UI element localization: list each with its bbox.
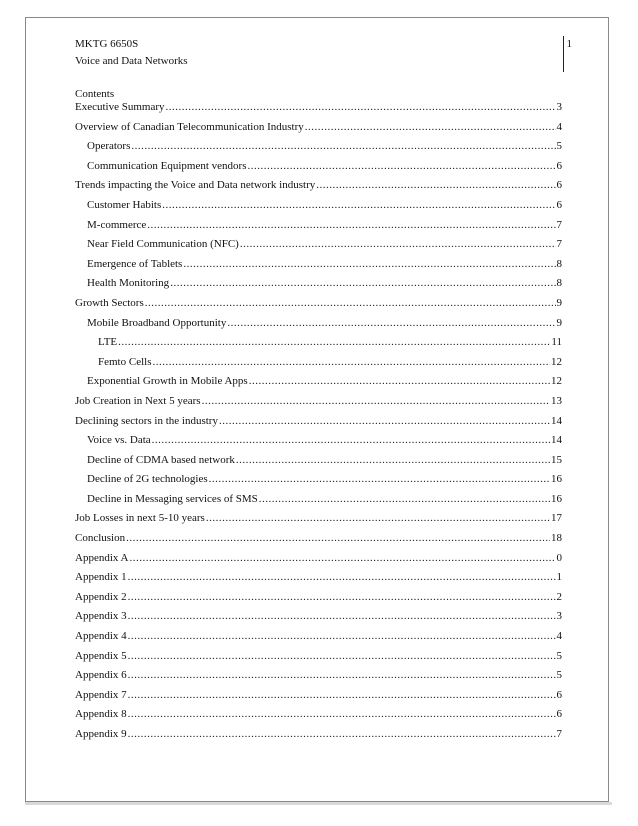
toc-dot-leader [147, 219, 555, 231]
toc-entry-title[interactable]: Trends impacting the Voice and Data network industry [75, 179, 316, 192]
toc-entry-page[interactable]: 6 [556, 708, 562, 721]
toc-entry-page[interactable]: 0 [556, 551, 562, 564]
toc-entry[interactable] [75, 297, 562, 317]
toc-entry-page[interactable]: 5 [556, 669, 562, 682]
toc-entry[interactable] [75, 532, 562, 552]
toc-entry-title[interactable]: Appendix 6 [75, 669, 127, 682]
toc-dot-leader [152, 356, 550, 368]
toc-dot-leader [206, 512, 550, 524]
toc-entry-title[interactable]: Appendix A [75, 551, 129, 564]
toc-dot-leader [128, 728, 556, 740]
toc-entry-page[interactable]: 8 [556, 277, 562, 290]
toc-entry-page[interactable]: 1 [556, 571, 562, 584]
toc-entry[interactable] [75, 219, 562, 239]
toc-entry[interactable] [75, 238, 562, 258]
toc-entry-page[interactable]: 8 [556, 257, 562, 270]
toc-entry-page[interactable]: 5 [556, 140, 562, 153]
toc-entry-title[interactable]: Emergence of Tablets [87, 257, 183, 270]
toc-entry[interactable] [75, 101, 562, 121]
toc-entry-title[interactable]: LTE [98, 336, 118, 349]
toc-entry[interactable] [75, 473, 562, 493]
toc-dot-leader [131, 140, 555, 152]
toc-dot-leader [128, 591, 556, 603]
toc-dot-leader [227, 317, 555, 329]
toc-entry[interactable] [75, 728, 562, 748]
toc-entry[interactable] [75, 336, 562, 356]
toc-dot-leader [219, 415, 550, 427]
toc-dot-leader [202, 395, 550, 407]
toc-entry-title[interactable]: Appendix 1 [75, 571, 127, 584]
toc-heading: Contents [75, 88, 115, 100]
toc-entry-page[interactable]: 12 [551, 375, 562, 388]
toc-entry-title[interactable]: Decline of 2G technologies [87, 473, 208, 486]
toc-entry-title[interactable]: Voice vs. Data [87, 434, 151, 447]
toc-entry-title[interactable]: Communication Equipment vendors [87, 159, 247, 172]
toc-entry-title[interactable]: Declining sectors in the industry [75, 414, 218, 427]
toc-entry[interactable] [75, 140, 562, 160]
toc-entry-page[interactable]: 13 [551, 394, 562, 407]
toc-entry[interactable] [75, 375, 562, 395]
toc-entry[interactable] [75, 708, 562, 728]
toc-dot-leader [236, 454, 550, 466]
toc-dot-leader [129, 552, 555, 564]
toc-dot-leader [128, 630, 556, 642]
toc-entry[interactable] [75, 434, 562, 454]
toc-dot-leader [128, 689, 556, 701]
toc-dot-leader [128, 669, 556, 681]
toc-entry[interactable] [75, 512, 562, 532]
toc-entry-title[interactable]: Appendix 4 [75, 630, 127, 643]
toc-entry-title[interactable]: Executive Summary [75, 101, 165, 113]
toc-entry[interactable] [75, 669, 562, 689]
toc-entry-title[interactable]: Appendix 2 [75, 590, 127, 603]
toc-entry-page[interactable]: 6 [556, 688, 562, 701]
toc-entry[interactable] [75, 650, 562, 670]
toc-entry-page[interactable]: 11 [551, 336, 562, 349]
toc-dot-leader [128, 610, 556, 622]
toc-entry-page[interactable]: 17 [551, 512, 562, 525]
toc-entry[interactable] [75, 571, 562, 591]
toc-entry[interactable] [75, 689, 562, 709]
toc-entry[interactable] [75, 610, 562, 630]
toc-entry-page[interactable]: 3 [556, 610, 562, 623]
toc-entry-title[interactable]: Appendix 5 [75, 649, 127, 662]
toc-entry[interactable] [75, 552, 562, 572]
toc-entry-page[interactable]: 9 [556, 316, 562, 329]
toc-entry-page[interactable]: 5 [556, 649, 562, 662]
toc-entry-page[interactable]: 14 [551, 434, 562, 447]
toc-dot-leader [316, 179, 555, 191]
toc-entry-title[interactable]: Femto Cells [98, 355, 152, 368]
toc-entry-page[interactable]: 6 [556, 198, 562, 211]
toc-entry-title[interactable]: M-commerce [87, 218, 147, 231]
toc-entry-title[interactable]: Exponential Growth in Mobile Apps [87, 375, 248, 388]
toc-entry-title[interactable]: Mobile Broadband Opportunity [87, 316, 227, 329]
toc-entry[interactable] [75, 591, 562, 611]
page-number: 1 [566, 38, 572, 50]
toc-entry[interactable] [75, 317, 562, 337]
toc-entry-title[interactable]: Overview of Canadian Telecommunication Industry [75, 120, 304, 133]
toc-entry-page[interactable]: 3 [556, 101, 562, 113]
toc-entry-page[interactable]: 4 [556, 120, 562, 133]
toc-entry-title[interactable]: Decline in Messaging services of SMS [87, 492, 258, 505]
header-course: MKTG 6650S [75, 38, 139, 50]
toc-entry[interactable] [75, 395, 562, 415]
toc-dot-leader [166, 101, 556, 113]
toc-entry[interactable] [75, 179, 562, 199]
toc-entry-title[interactable]: Near Field Communication (NFC) [87, 238, 239, 251]
toc-dot-leader [259, 493, 550, 505]
toc-dot-leader [126, 532, 550, 544]
toc-entry-page[interactable]: 7 [556, 218, 562, 231]
toc-entry-title[interactable]: Appendix 7 [75, 688, 127, 701]
toc-entry-title[interactable]: Appendix 9 [75, 728, 127, 740]
toc-entry[interactable] [75, 258, 562, 278]
toc-entry[interactable] [75, 199, 562, 219]
running-header [75, 36, 570, 70]
toc-entry-page[interactable]: 4 [556, 630, 562, 643]
toc-dot-leader [128, 571, 556, 583]
toc-entry[interactable] [75, 454, 562, 474]
toc-entry-page[interactable]: 6 [556, 179, 562, 192]
header-subtitle: Voice and Data Networks [75, 55, 188, 67]
toc-entry-title[interactable]: Customer Habits [87, 198, 162, 211]
toc-entry-page[interactable]: 6 [556, 159, 562, 172]
toc-dot-leader [305, 121, 556, 133]
toc-dot-leader [240, 238, 556, 250]
toc-dot-leader [170, 277, 555, 289]
toc-entry-page[interactable]: 12 [551, 355, 562, 368]
toc-entry-title[interactable]: Job Creation in Next 5 years [75, 394, 201, 407]
toc-entry-page[interactable]: 16 [551, 473, 562, 486]
toc-entry-page[interactable]: 7 [556, 238, 562, 251]
toc-entry-page[interactable]: 15 [551, 453, 562, 466]
toc-dot-leader [162, 199, 555, 211]
toc-entry[interactable] [75, 356, 562, 376]
toc-entry-title[interactable]: Job Losses in next 5-10 years [75, 512, 205, 525]
toc-entry-title[interactable]: Appendix 8 [75, 708, 127, 721]
toc-entry-title[interactable]: Appendix 3 [75, 610, 127, 623]
toc-entry-title[interactable]: Conclusion [75, 532, 126, 545]
toc-entry-page[interactable]: 14 [551, 414, 562, 427]
toc-dot-leader [249, 375, 550, 387]
toc-entry-title[interactable]: Health Monitoring [87, 277, 170, 290]
toc-entry-page[interactable]: 16 [551, 492, 562, 505]
toc-entry[interactable] [75, 630, 562, 650]
toc-dot-leader [145, 297, 556, 309]
toc-entry-title[interactable]: Operators [87, 140, 131, 153]
toc-entry[interactable] [75, 121, 562, 141]
toc-entry-page[interactable]: 2 [556, 590, 562, 603]
toc-entry-page[interactable]: 18 [551, 532, 562, 545]
toc-dot-leader [247, 160, 555, 172]
toc-dot-leader [183, 258, 555, 270]
toc-dot-leader [152, 434, 550, 446]
toc-dot-leader [128, 708, 556, 720]
toc-dot-leader [128, 650, 556, 662]
toc-entry-page[interactable]: 9 [556, 296, 562, 309]
toc-entry-title[interactable]: Decline of CDMA based network [87, 453, 235, 466]
toc-entry[interactable] [75, 160, 562, 180]
toc-dot-leader [209, 473, 550, 485]
toc-dot-leader [118, 336, 550, 348]
toc-entry[interactable] [75, 415, 562, 435]
table-of-contents [75, 101, 562, 748]
toc-entry-title[interactable]: Growth Sectors [75, 296, 144, 309]
toc-entry[interactable] [75, 493, 562, 513]
toc-entry-page[interactable]: 7 [556, 728, 562, 740]
toc-entry[interactable] [75, 277, 562, 297]
